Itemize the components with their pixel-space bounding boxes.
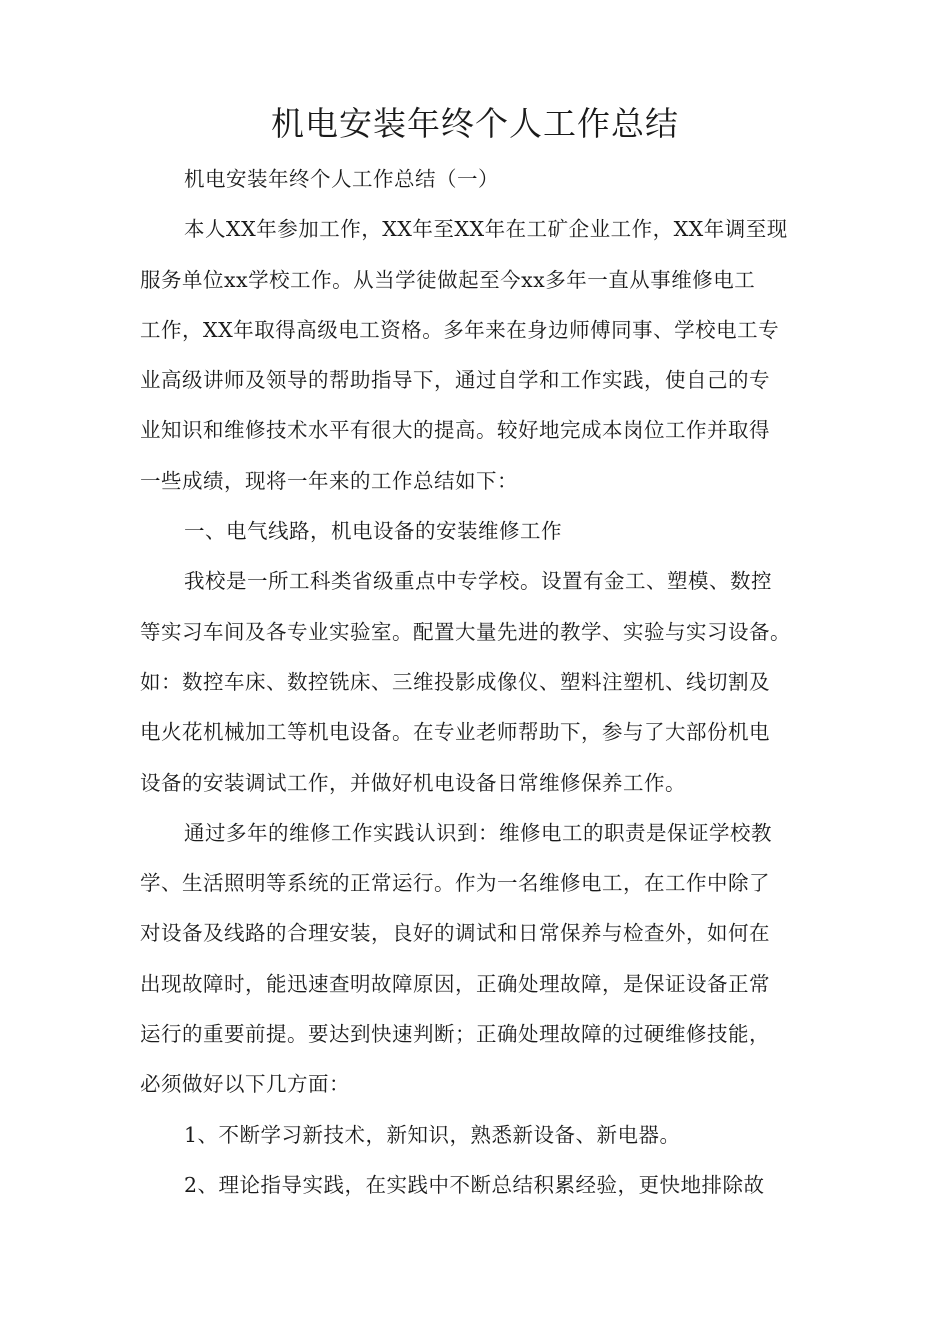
paragraph-line: 学、生活照明等系统的正常运行。作为一名维修电工，在工作中除了 bbox=[140, 871, 770, 896]
document-title: 机电安装年终个人工作总结 bbox=[271, 104, 679, 143]
document-body bbox=[140, 154, 830, 1210]
paragraph-line: 工作，XX年取得高级电工资格。多年来在身边师傅同事、学校电工专 bbox=[140, 317, 780, 342]
paragraph-line: 运行的重要前提。要达到快速判断；正确处理故障的过硬维修技能， bbox=[140, 1022, 770, 1047]
paragraph-line: 通过多年的维修工作实践认识到：维修电工的职责是保证学校教 bbox=[184, 820, 772, 845]
list-item: 2、理论指导实践，在实践中不断总结积累经验，更快地排除故 bbox=[184, 1172, 765, 1197]
paragraph-line: 必须做好以下几方面： bbox=[140, 1072, 350, 1097]
section-subtitle: 机电安装年终个人工作总结（一） bbox=[184, 167, 499, 191]
paragraph-line: 一些成绩，现将一年来的工作总结如下： bbox=[140, 468, 518, 493]
paragraph-line: 对设备及线路的合理安装，良好的调试和日常保养与检查外，如何在 bbox=[140, 921, 770, 946]
paragraph-line: 我校是一所工科类省级重点中专学校。设置有金工、塑模、数控 bbox=[184, 569, 772, 594]
paragraph-line: 服务单位xx学校工作。从当学徒做起至今xx多年一直从事维修电工 bbox=[140, 267, 756, 292]
section-heading: 一、电气线路，机电设备的安装维修工作 bbox=[184, 519, 562, 544]
paragraph-line: 本人XX年参加工作，XX年至XX年在工矿企业工作，XX年调至现 bbox=[184, 217, 788, 242]
paragraph-line: 业高级讲师及领导的帮助指导下，通过自学和工作实践，使自己的专 bbox=[140, 368, 770, 393]
list-item: 1、不断学习新技术，新知识，熟悉新设备、新电器。 bbox=[184, 1122, 681, 1147]
paragraph-line: 设备的安装调试工作，并做好机电设备日常维修保养工作。 bbox=[140, 770, 686, 795]
paragraph-line: 电火花机械加工等机电设备。在专业老师帮助下，参与了大部份机电 bbox=[140, 720, 770, 745]
paragraph-line: 业知识和维修技术水平有很大的提高。较好地完成本岗位工作并取得 bbox=[140, 418, 770, 443]
paragraph-line: 等实习车间及各专业实验室。配置大量先进的教学、实验与实习设备。 bbox=[140, 619, 791, 644]
paragraph-line: 如：数控车床、数控铣床、三维投影成像仪、塑料注塑机、线切割及 bbox=[140, 669, 770, 694]
paragraph-line: 出现故障时，能迅速查明故障原因，正确处理故障，是保证设备正常 bbox=[140, 971, 770, 996]
